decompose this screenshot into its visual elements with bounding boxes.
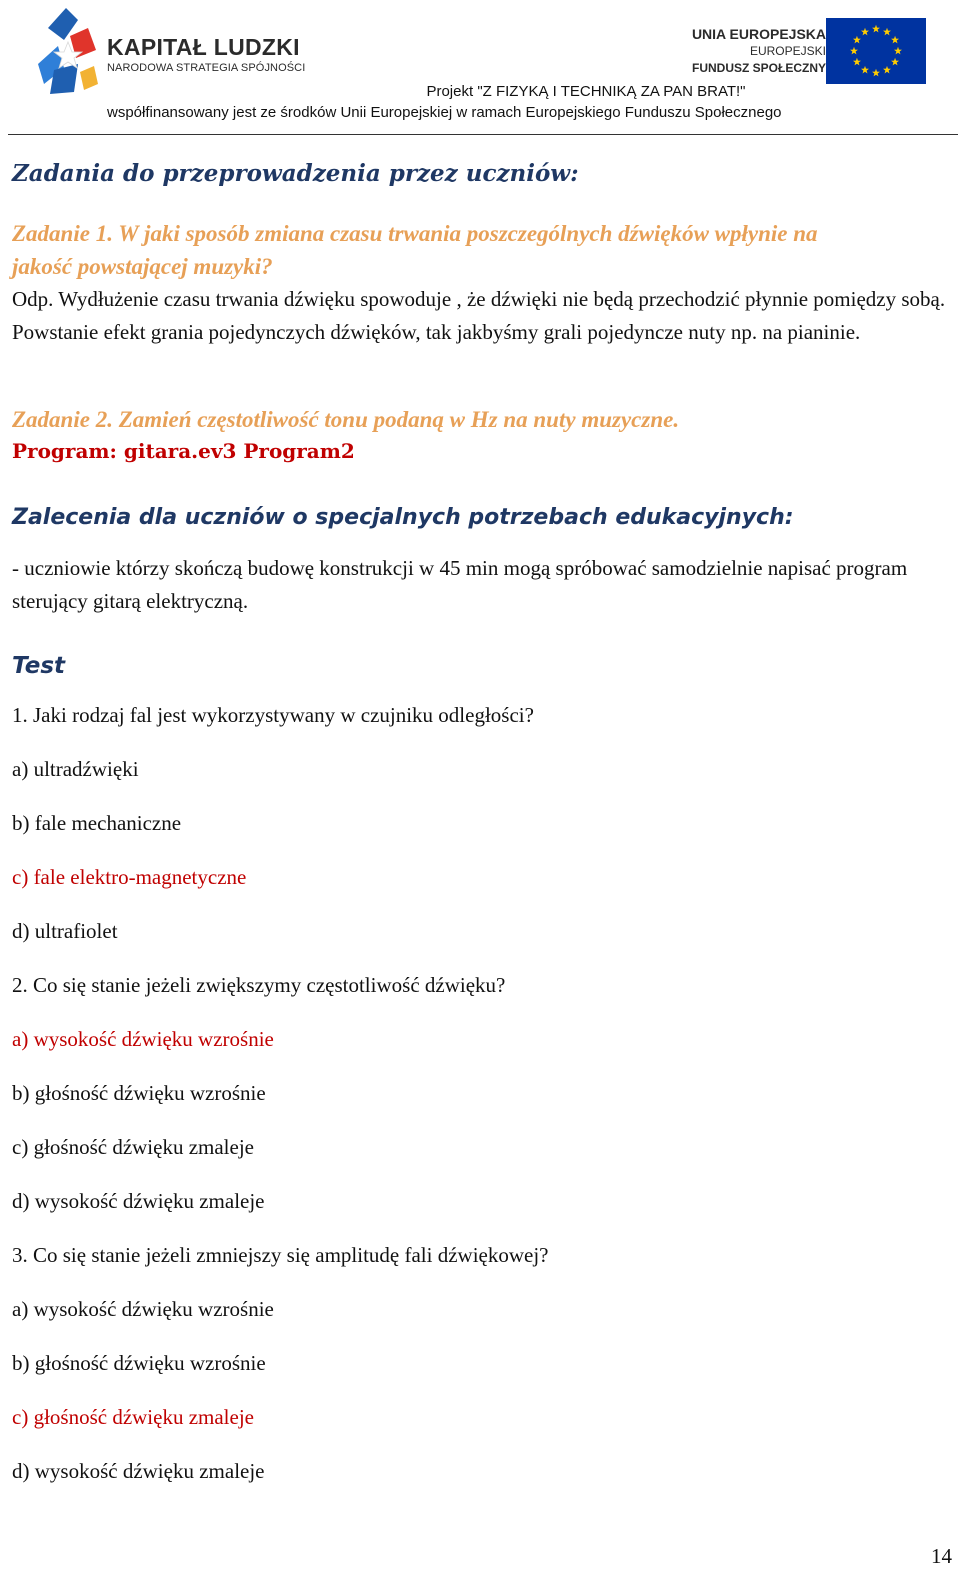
question-3: 3. Co się stanie jeżeli zmniejszy się amplitudę fali dźwiękowej? [12, 1243, 549, 1267]
eu-line-2: EUROPEJSKI [749, 44, 826, 58]
eu-line-3: FUNDUSZ SPOŁECZNY [691, 61, 826, 75]
task-1 [12, 217, 942, 283]
question-1-option-b: b) fale mechaniczne [12, 811, 182, 835]
kapital-ludzki-subtitle: NARODOWA STRATEGIA SPÓJNOŚCI [107, 62, 306, 74]
kapital-ludzki-name: KAPITAŁ LUDZKI [107, 34, 300, 60]
program-reference: Program: gitara.ev3 Program2 [12, 439, 355, 463]
project-title: Projekt "Z FIZYKĄ I TECHNIKĄ ZA PAN BRAT!" [426, 83, 746, 100]
header-divider [8, 134, 958, 135]
eu-flag-icon [826, 18, 926, 84]
recommendations-text: - uczniowie którzy skończą budowę konstrukcji w 45 min mogą spróbować samodzielnie napisać program sterujący gitarą elektryczną. [12, 556, 908, 613]
question-3-option-c: c) głośność dźwięku zmaleje [12, 1405, 254, 1429]
test-title: Test [12, 653, 66, 679]
question-1-option-c: c) fale elektro-magnetyczne [12, 865, 247, 889]
eu-text-block [692, 26, 826, 77]
page-header [0, 0, 960, 140]
recommendations-title: Zalecenia dla uczniów o specjalnych potrzebach edukacyjnych: [12, 505, 794, 530]
question-1: 1. Jaki rodzaj fal jest wykorzystywany w czujniku odległości? [12, 703, 534, 727]
task-1-answer: Odp. Wydłużenie czasu trwania dźwięku spowoduje , że dźwięki nie będą przechodzić płynnie pomiędzy sobą. Powstanie efekt grania pojedynczych dźwięków, tak jakbyśmy grali pojedyncze nuty np. na pianinie. [12, 287, 946, 344]
task-1-line-1: Zadanie 1. W jaki sposób zmiana czasu trwania poszczególnych dźwięków wpłynie na [12, 221, 818, 246]
question-2-option-c: c) głośność dźwięku zmaleje [12, 1135, 254, 1159]
task-2: Zadanie 2. Zamień częstotliwość tonu podaną w Hz na nuty muzyczne. [12, 407, 680, 432]
question-2: 2. Co się stanie jeżeli zwiększymy częstotliwość dźwięku? [12, 973, 506, 997]
question-2-option-d: d) wysokość dźwięku zmaleje [12, 1189, 265, 1213]
question-1-option-a: a) ultradźwięki [12, 757, 139, 781]
question-2-option-a: a) wysokość dźwięku wzrośnie [12, 1027, 274, 1051]
question-3-option-d: d) wysokość dźwięku zmaleje [12, 1459, 265, 1483]
question-3-option-a: a) wysokość dźwięku wzrośnie [12, 1297, 274, 1321]
question-2-option-b: b) głośność dźwięku wzrośnie [12, 1081, 266, 1105]
cofinancing-note: współfinansowany jest ze środków Unii Europejskiej w ramach Europejskiego Funduszu Społecznego [107, 104, 782, 121]
question-1-option-d: d) ultrafiolet [12, 919, 118, 943]
page-title: Zadania do przeprowadzenia przez uczniów: [12, 160, 579, 187]
eu-line-1: UNIA EUROPEJSKA [691, 26, 826, 42]
question-3-option-b: b) głośność dźwięku wzrośnie [12, 1351, 266, 1375]
page-number: 14 [931, 1544, 952, 1568]
task-1-line-2: jakość powstającej muzyki? [12, 254, 273, 279]
